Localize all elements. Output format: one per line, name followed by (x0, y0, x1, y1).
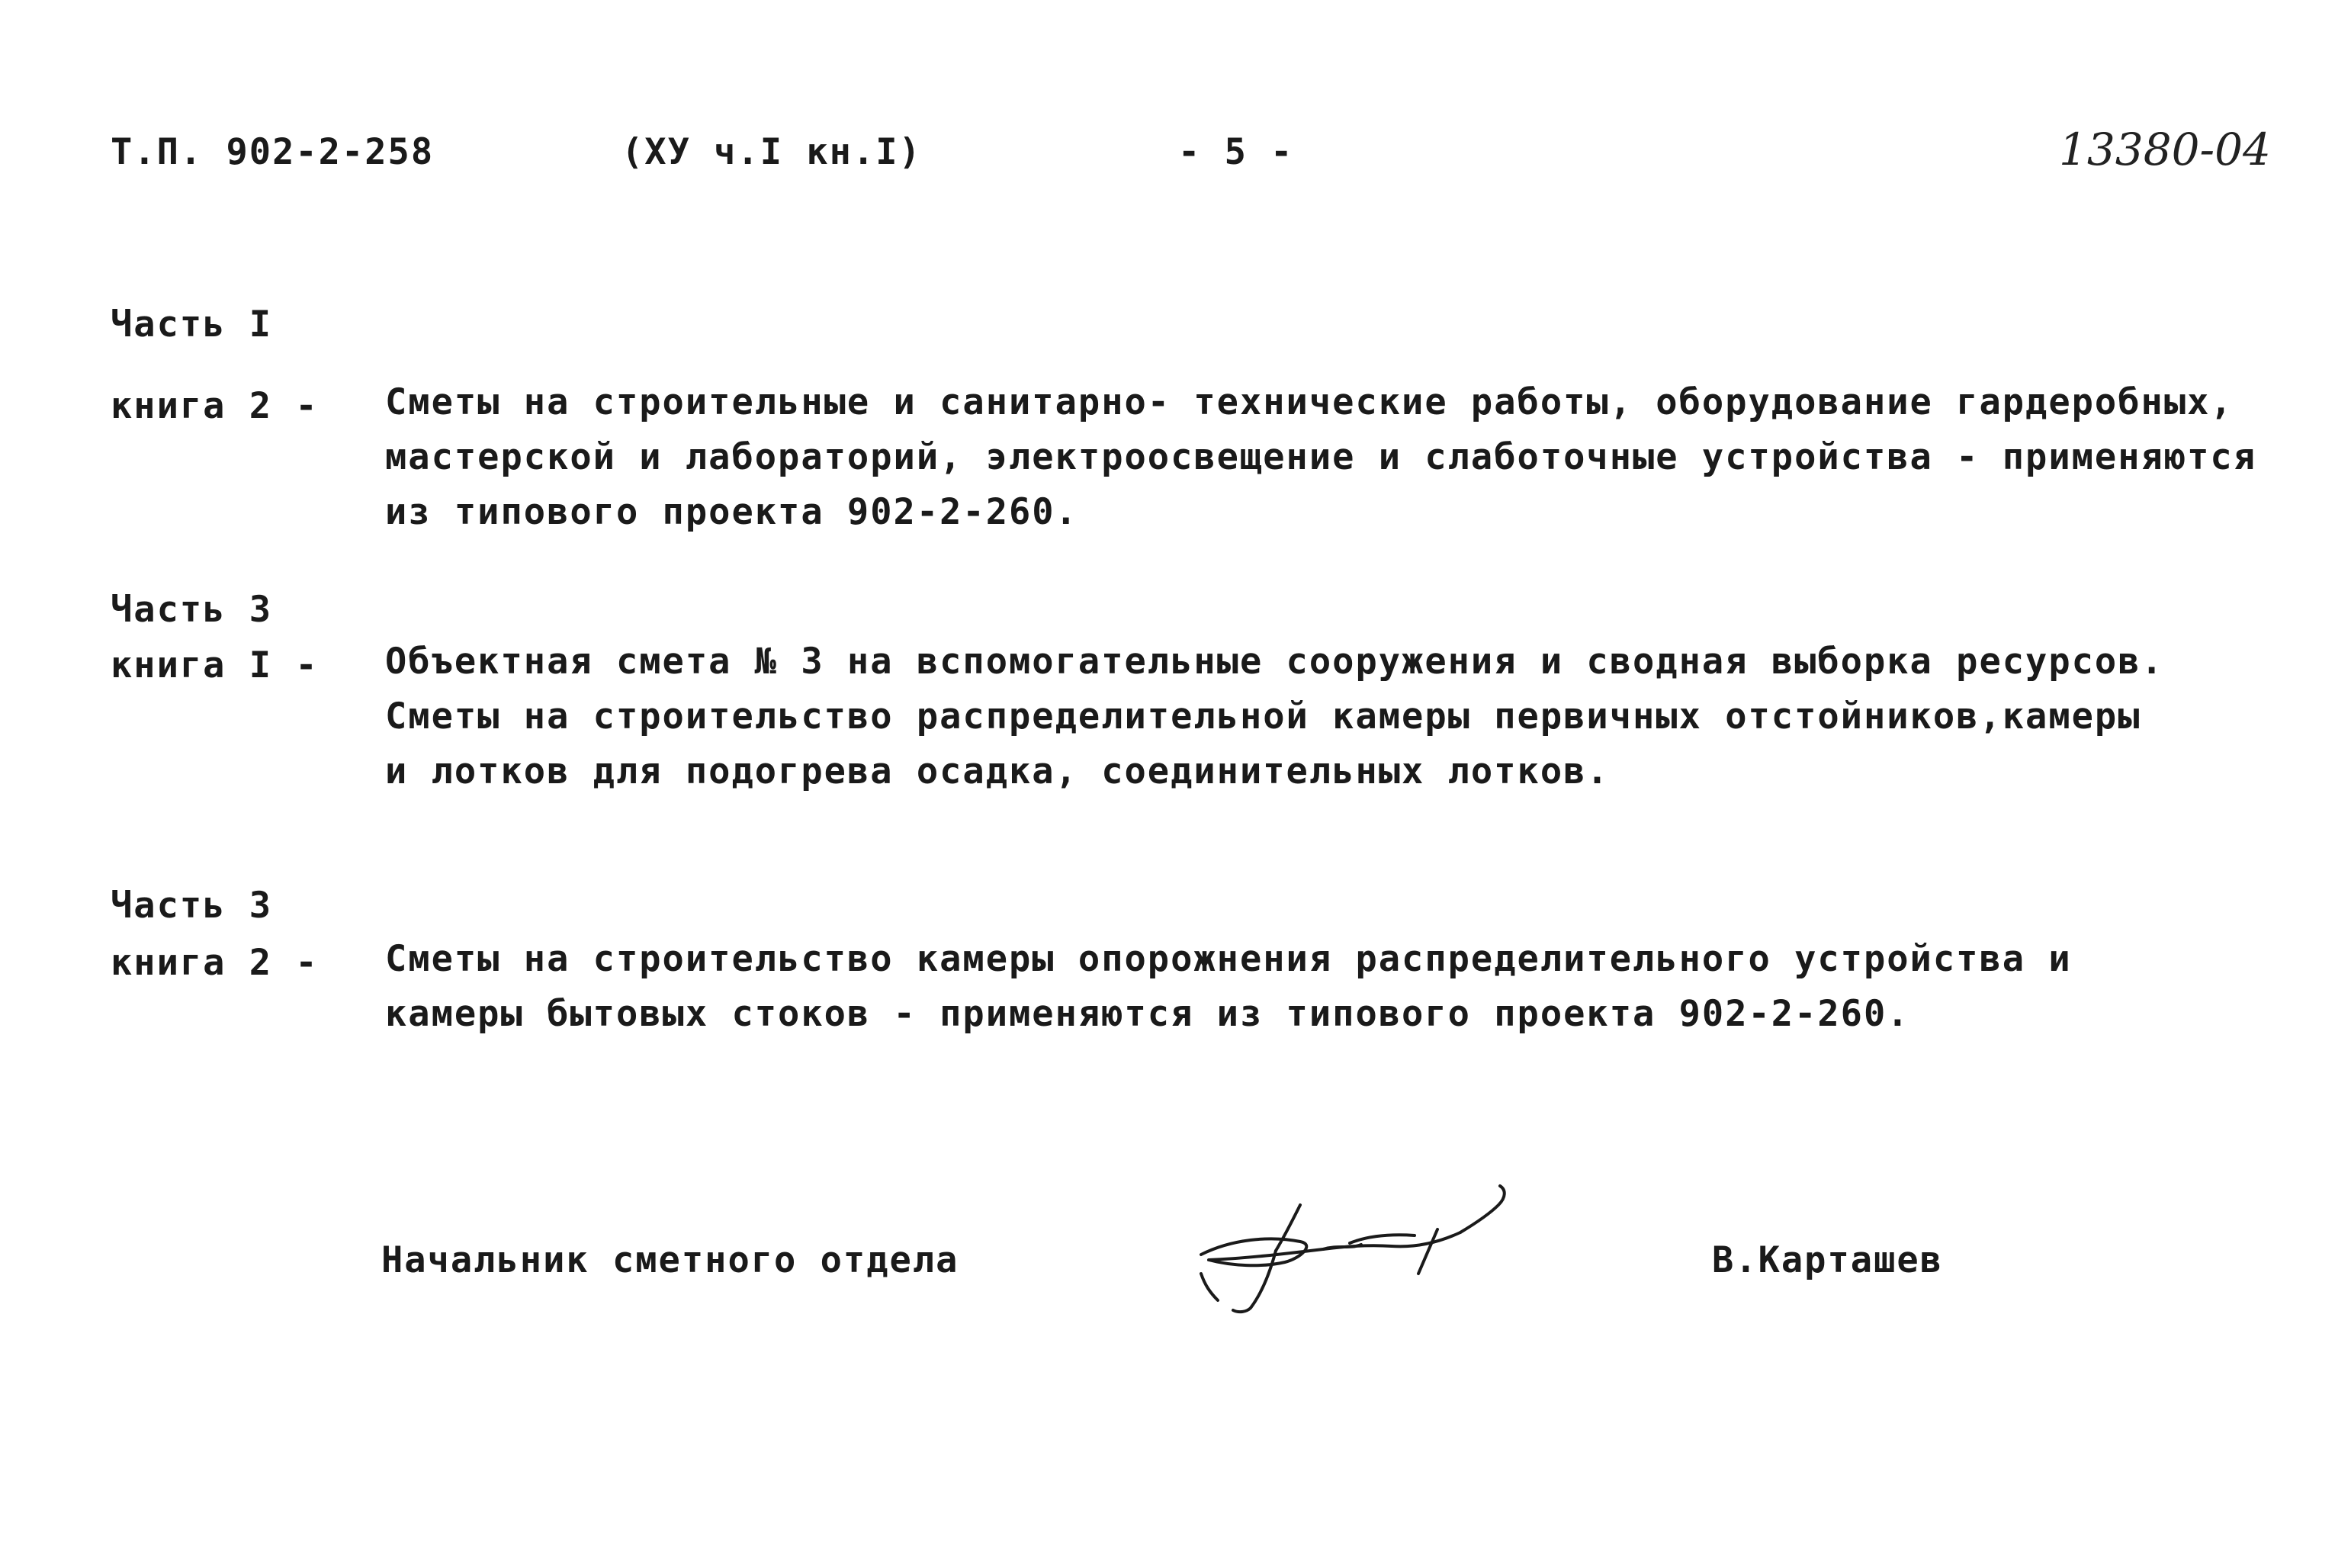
section-3-book-label: книга 2 - (111, 942, 319, 984)
section-2-line-3: и лотков для подогрева осадка, соединительных лотков. (385, 750, 1610, 792)
section-3-line-1: Сметы на строительство камеры опорожнения распределительного устройства и (385, 938, 2072, 980)
section-1-line-3: из типового проекта 902-2-260. (385, 491, 1078, 533)
section-1-line-1: Сметы на строительные и санитарно- технические работы, оборудование гардеробных, (385, 381, 2234, 423)
signature-stroke-5 (1460, 1186, 1505, 1232)
signer-name: В.Карташев (1712, 1239, 1943, 1281)
section-1-line-2: мастерской и лабораторий, электроосвещение и слаботочные устройства - применяются (385, 436, 2257, 478)
signature-mark (1186, 1159, 1537, 1335)
volume-label: (ХУ ч.I кн.I) (621, 131, 922, 173)
section-3-part-label: Часть 3 (111, 885, 273, 927)
signature-stroke-1 (1276, 1205, 1300, 1251)
section-1-book-label: книга 2 - (111, 385, 319, 427)
section-3-text (385, 932, 2307, 1042)
inventory-number: 13380-04 (2059, 124, 2271, 175)
signature-stroke-6 (1418, 1229, 1437, 1274)
signature-stroke-7 (1201, 1274, 1218, 1300)
section-2-text (385, 635, 2307, 799)
project-code: Т.П. 902-2-258 (111, 131, 435, 173)
section-3-line-2: камеры бытовых стоков - применяются из типового проекта 902-2-260. (385, 993, 1910, 1035)
position-title: Начальник сметного отдела (381, 1239, 959, 1281)
section-1-part-label: Часть I (111, 304, 273, 345)
section-2-book-label: книга I - (111, 644, 319, 686)
section-2-line-2: Сметы на строительство распределительной камеры первичных отстойников,камеры (385, 696, 2141, 737)
section-1-text (385, 375, 2307, 540)
signature-stroke-3 (1233, 1251, 1276, 1312)
section-2-part-label: Часть 3 (111, 589, 273, 631)
section-2-line-1: Объектная смета № 3 на вспомогательные сооружения и сводная выборка ресурсов. (385, 641, 2164, 683)
page-number: - 5 - (1178, 131, 1294, 173)
signature-stroke-4 (1350, 1235, 1415, 1243)
